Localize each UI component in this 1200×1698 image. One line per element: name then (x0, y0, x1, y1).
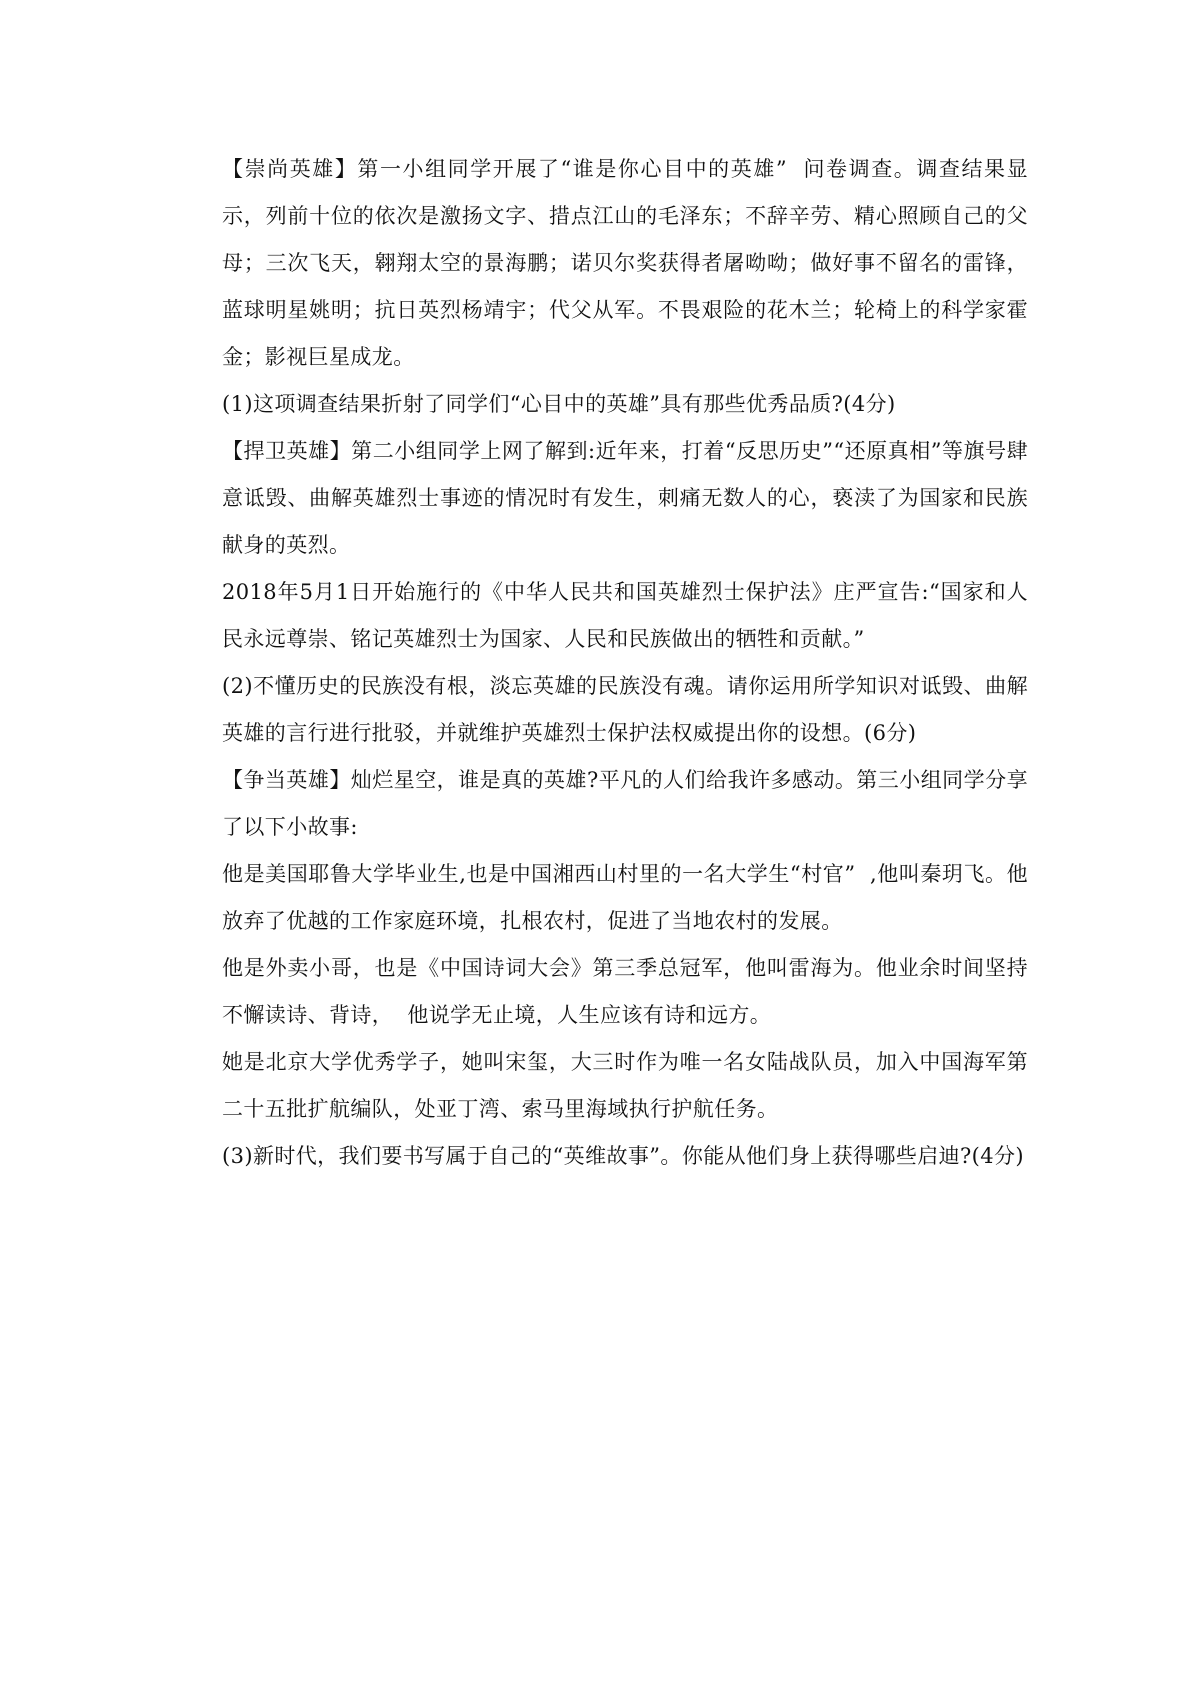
document-body (222, 146, 1028, 1180)
story-qin-yuefei: 他是美国耶鲁大学毕业生,也是中国湘西山村里的一名大学生“村官” ,他叫秦玥飞。他放弃了优越的工作家庭环境，扎根农村，促进了当地农村的发展。 (222, 862, 1028, 933)
question-2: (2)不懂历史的民族没有根，淡忘英雄的民族没有魂。请你运用所学知识对诋毁、曲解英雄的言行进行批驳，并就维护英雄烈士保护法权威提出你的设想。(6分) (222, 674, 1028, 745)
paragraph-defend-heroes: 【捍卫英雄】第二小组同学上网了解到:近年来，打着“反思历史”“还原真相”等旗号肆意诋毁、曲解英雄烈士事迹的情况时有发生，刺痛无数人的心，亵渎了为国家和民族献身的英烈。 (222, 439, 1028, 557)
question-3: (3)新时代，我们要书写属于自己的“英维故事”。你能从他们身上获得哪些启迪?(4分) (222, 1144, 1025, 1168)
paragraph-hero-protection-law: 2018年5月1日开始施行的《中华人民共和国英雄烈士保护法》庄严宣告:“国家和人民永远尊崇、铭记英雄烈士为国家、人民和民族做出的牺牲和贡献。” (222, 580, 1028, 651)
story-lei-haiwei: 他是外卖小哥，也是《中国诗词大会》第三季总冠军，他叫雷海为。他业余时间坚持不懈读诗、背诗， 他说学无止境，人生应该有诗和远方。 (222, 956, 1028, 1027)
question-1: (1)这项调查结果折射了同学们“心目中的英雄”具有那些优秀品质?(4分) (222, 392, 896, 416)
paragraph-honor-heroes: 【崇尚英雄】第一小组同学开展了“谁是你心目中的英雄” 问卷调查。调查结果显示，列前十位的依次是激扬文字、措点江山的毛泽东；不辞辛劳、精心照顾自己的父母；三次飞天，翱翔太空的景海鹏；诺贝尔奖获得者屠呦呦；做好事不留名的雷锋，蓝球明星姚明；抗日英烈杨靖宇；代父从军。不畏艰险的花木兰；轮椅上的科学家霍金；影视巨星成龙。 (222, 157, 1028, 369)
story-song-xi: 她是北京大学优秀学子，她叫宋玺，大三时作为唯一名女陆战队员，加入中国海军第二十五批扩航编队，处亚丁湾、索马里海域执行护航任务。 (222, 1050, 1028, 1121)
paragraph-become-heroes: 【争当英雄】灿烂星空，谁是真的英雄?平凡的人们给我许多感动。第三小组同学分享了以下小故事: (222, 768, 1028, 839)
